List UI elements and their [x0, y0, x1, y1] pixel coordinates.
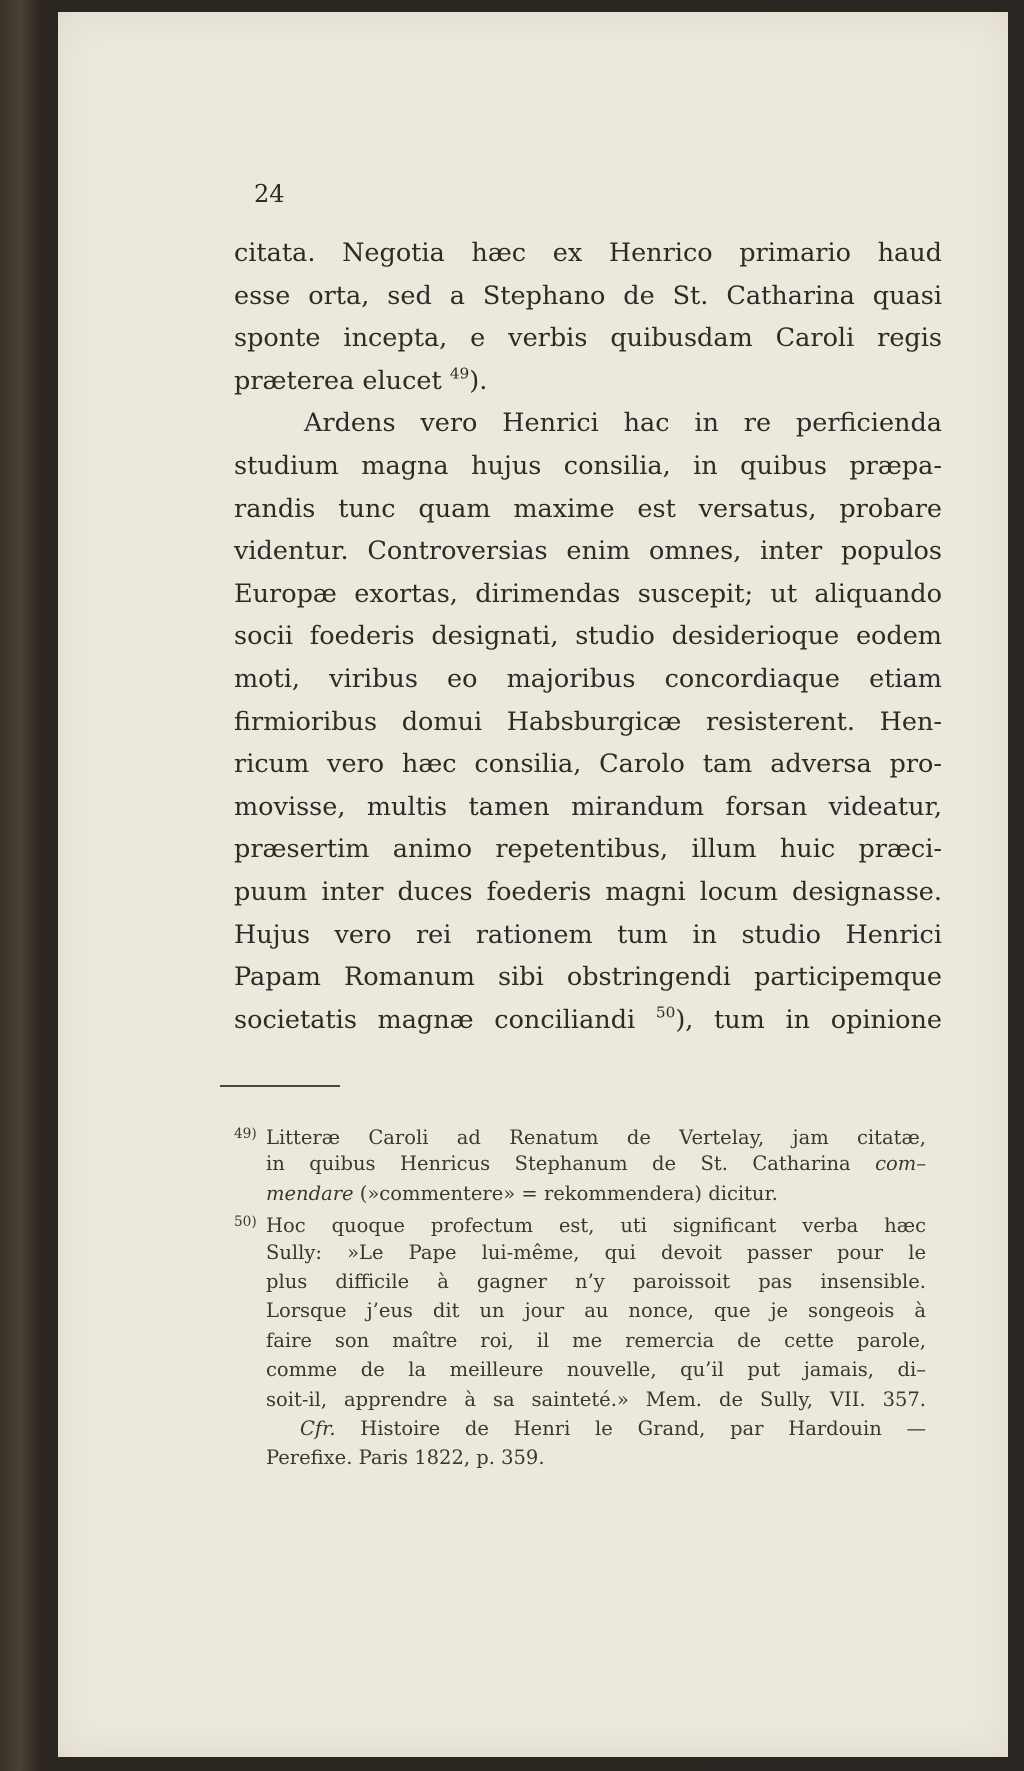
text-line — [234, 615, 942, 658]
footnote-text: Perefixe. Paris 1822, p. 359. — [266, 1446, 545, 1470]
text-line-content: citata. Negotia hæc ex Henrico primario haud — [234, 238, 942, 268]
footnote-49-mark: 49) — [234, 1126, 257, 1142]
text-line-content: moti, viribus eo majoribus concordiaque etiam — [234, 663, 942, 694]
footnote-cfr: Cfr. — [300, 1416, 336, 1440]
text-line — [234, 701, 942, 744]
footnote-text: com– — [875, 1152, 926, 1176]
footnote-text: soit-il, apprendre à sa sainteté.» Mem. de Sully, VII. 357. — [266, 1387, 926, 1411]
text-line — [234, 488, 942, 531]
footnote-text: Sully: »Le Pape lui-même, qui devoit passer pour le — [266, 1240, 926, 1264]
text-line — [234, 786, 942, 829]
text-line-content: Europæ exortas, dirimendas suscepit; ut aliquando — [234, 578, 942, 609]
footnote-separator — [220, 1085, 340, 1087]
page-number: 24 — [254, 180, 285, 208]
footnote-50-line — [234, 1238, 926, 1267]
text-line — [234, 743, 942, 786]
book-page — [58, 12, 1008, 1757]
text-line — [234, 402, 942, 445]
text-line-content: puum inter duces foederis magni locum designasse. — [234, 876, 942, 907]
text-line — [234, 658, 942, 701]
footnote-50-line — [234, 1267, 926, 1296]
text-line — [234, 956, 942, 999]
footnote-50-line — [234, 1326, 926, 1355]
footnote-49-line — [234, 1179, 926, 1208]
footnote-50-line — [234, 1208, 926, 1237]
text-line-content: videntur. Controversias enim omnes, inter populos — [234, 536, 942, 567]
text-line-content: Hujus vero rei rationem tum in studio Henrici — [234, 919, 942, 950]
text-line — [234, 232, 942, 275]
text-line — [234, 871, 942, 914]
footnote-text: Histoire de Henri le Grand, par Hardouin — — [335, 1416, 926, 1440]
footnote-50-line — [234, 1296, 926, 1325]
footnote-text: faire son maître roi, il me remercia de cette parole, — [266, 1328, 926, 1352]
footnote-49-line — [234, 1120, 926, 1149]
text-line — [234, 445, 942, 488]
text-line — [234, 573, 942, 616]
footnote-50-line — [234, 1443, 926, 1472]
footnote-49-line — [234, 1149, 926, 1178]
text-line — [234, 530, 942, 573]
text-line-content: studium magna hujus consilia, in quibus præpa- — [234, 450, 942, 481]
footnote-text: in quibus Henricus Stephanum de St. Catharina — [266, 1152, 876, 1176]
text-line-content: ). — [469, 365, 488, 396]
footnote-50-line — [234, 1414, 926, 1443]
text-line — [234, 360, 942, 403]
footnote-ref-50: 50 — [655, 1002, 676, 1021]
text-line — [234, 275, 942, 318]
footnote-text: mendare — [266, 1181, 354, 1205]
text-line — [234, 914, 942, 957]
footnote-50-line — [234, 1385, 926, 1414]
text-line-content: ricum vero hæc consilia, Carolo tam adversa pro- — [234, 749, 942, 780]
footnote-ref-49: 49 — [449, 364, 470, 383]
text-line-content: firmioribus domui Habsburgicæ resisterent. Hen- — [234, 706, 942, 737]
text-line-content: ), tum in opinione — [675, 1004, 942, 1035]
footnotes — [234, 1120, 926, 1473]
text-line-content: movisse, multis tamen mirandum forsan videatur, — [234, 791, 942, 822]
text-line-content: societatis magnæ conciliandi — [234, 1004, 656, 1035]
text-line-content: præsertim animo repetentibus, illum huic præci- — [234, 834, 942, 865]
footnote-text: comme de la meilleure nouvelle, qu’il put jamais, di– — [266, 1358, 926, 1382]
text-line-content: præterea elucet — [234, 365, 450, 396]
text-line-content: Ardens vero Henrici hac in re perficienda — [304, 408, 942, 439]
text-line-content: esse orta, sed a Stephano de St. Catharina quasi — [234, 280, 942, 311]
text-line — [234, 317, 942, 360]
text-line-content: randis tunc quam maxime est versatus, probare — [234, 493, 942, 524]
footnote-50-mark: 50) — [234, 1214, 257, 1231]
text-line-content: sponte incepta, e verbis quibusdam Caroli regis — [234, 323, 942, 354]
text-line-content: socii foederis designati, studio desiderioque eodem — [234, 621, 942, 652]
footnote-text: Lorsque j’eus dit un jour au nonce, que je songeois à — [266, 1299, 926, 1323]
text-line — [234, 999, 942, 1042]
text-line — [234, 828, 942, 871]
text-line-content: Papam Romanum sibi obstringendi participemque — [234, 962, 942, 993]
footnote-text: Hoc quoque profectum est, uti significant verba hæc — [266, 1214, 926, 1238]
footnote-text: Litteræ Caroli ad Renatum de Vertelay, jam citatæ, — [266, 1126, 926, 1150]
footnote-50-line — [234, 1355, 926, 1384]
footnote-text: (»commentere» = rekommendera) dicitur. — [353, 1181, 778, 1205]
main-text — [234, 232, 942, 1041]
footnote-text: plus difficile à gagner n’y paroissoit pas insensible. — [266, 1269, 926, 1293]
